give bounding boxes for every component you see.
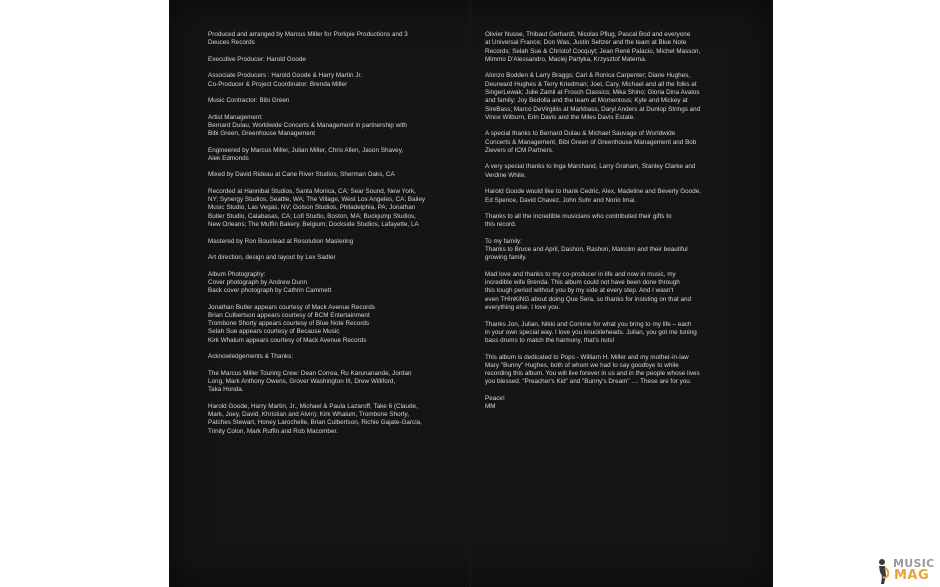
- thanks-paragraph: Alonzo Bodden & Larry Braggs; Carl & Ronica Carpenter; Diane Hughes, Deurward Hughes & Terry Kriedman; Joel, Cary, Michael and all the folks at SingerLewak; Julie Zamil at Frosch Classics; Mika Shino; Gloria Dina Avalos and family; Joy Bedolla and the team at Momentous; Kyle and Mickey at SireBass; Marco DeVirgiliis at Markbass, Daryl Anders at Dunlop Strings and Vince Wilburn, Erin Davis and the Miles Davis Estate.: [485, 72, 701, 121]
- credit-paragraph: Engineered by Marcus Miller, Julian Miller, Chris Allen, Jason Shavey, Alek Edmonds: [208, 146, 404, 162]
- credit-paragraph: Artist Management: Bernard Dulau, Worldwide Concerts & Management in partnership with Bibi Green, Greenhouse Management: [208, 113, 407, 138]
- credit-paragraph: Mastered by Ron Boustead at Resolution Mastering: [208, 237, 354, 245]
- musicmag-watermark: [873, 557, 935, 585]
- credit-paragraph: Music Contractor: Bibi Green: [208, 97, 290, 105]
- credit-paragraph: Jonathan Butler appears courtesy of Mack Avenue Records Brian Culbertson appears courtesy of BCM Entertainment Trombone Shorty appears courtesy of Blue Note Records Selah Sue appears courtesy of Because Music Kirk Whalum appears courtesy of Mack Avenue Records: [208, 303, 375, 344]
- credit-paragraph: Executive Producer: Harold Goode: [208, 55, 306, 63]
- booklet-page: [169, 0, 773, 587]
- thanks-column-right: [485, 31, 745, 420]
- acknowledgements-heading: Acknowledgements & Thanks:: [208, 353, 294, 361]
- credit-paragraph: Harold Goode, Harry Martin, Jr., Michael & Paula Lazaroff, Take 6 (Claude, Mark, Joey, David, Khristian and Alvin); Kirk Whalum, Trombone Shorty, Patches Stewart, Honey Larochelle, Brian Culbertson, Richie Gajate-Garcia, Trinity Colon, Mark Ruffin and Rob Macomber.: [208, 402, 422, 435]
- credits-column-left: [208, 31, 463, 444]
- credit-paragraph: Mixed by David Rideau at Cane River Studios, Sherman Oaks, CA: [208, 171, 395, 179]
- watermark-text-music: MUSIC: [893, 557, 935, 570]
- dedication-paragraph: This album is dedicated to Pops - William H. Miller and my mother-in-law Mary "Bunny" Hughes, both of whom we had to say goodbye to while recording this album. You will live forever in us and in the people whose lives you blessed. "Preacher's Kid" and "Bunny's Dream" .... These are for you.: [485, 353, 700, 386]
- signoff: Peace! MM: [485, 394, 505, 411]
- credit-paragraph: Art direction, design and layout by Lex Sadler: [208, 254, 336, 262]
- thanks-paragraph: Thanks to all the incredible musicians who contributed their gifts to this record.: [485, 212, 672, 229]
- thanks-paragraph: Thanks Jon, Julian, Nikki and Corinne for what you bring to my life – each in your own special way. I love you knuckleheads. Julian, you got me tuning bass drums to match the harmony, that's nuts!: [485, 320, 697, 345]
- booklet-fold: [469, 0, 471, 587]
- credit-paragraph: Recorded at Hannibal Studios, Santa Monica, CA; Sear Sound, New York, NY; Synergy Studios, Seattle, WA; The Village, West Los Angeles, CA; Bailey Music Studio, Las Vegas, NV; Golson Studios, Philadelphia, PA; Jonathan Butler Studio, Calabasas, CA; Lofi Studio, Boston, MA; Buckjump Studios, New Orleans; The Muffin Bakery, Belgium; Dockside Studios, Lafayette, LA: [208, 187, 426, 229]
- credit-paragraph: Produced and arranged by Marcus Miller for Porkpie Productions and 3 Deuces Records: [208, 31, 408, 47]
- watermark-text-mag: MAG: [894, 568, 930, 583]
- saxophone-player-icon: [873, 558, 891, 584]
- thanks-paragraph: A very special thanks to Inga Marchand, Larry Graham, Stanley Clarke and Verdine White.: [485, 163, 696, 179]
- credit-paragraph: The Marcus Miller Touring Crew: Dean Correa, Ru Karunanande, Jordan Long, Mark Anthony Owens, Grover Washington III, Drew Williford, Taka Honda.: [208, 369, 412, 394]
- thanks-paragraph: Mad love and thanks to my co-producer in life and now in music, my incredible wife Brenda. This album could not have been done through this tough period without you by my side at every step. And I wasn't even THInKiNG about doing Que Sera, so thanks for insisting on that and everything else. I love you.: [485, 270, 692, 312]
- thanks-paragraph: A special thanks to Bernard Dulau & Michael Sauvage of Worldwide Concerts & Management, Bibi Green of Greenhouse Management and Bob Zievers of ICM Partners.: [485, 130, 697, 154]
- thanks-paragraph: Olivier Nusse, Thibaut Gerhardt, Nicolas Pflug, Pascal Bod and everyone at Universal France; Don Was, Justin Seltzer and the team at Blue Note Records; Selah Sue & Christof Cocquyt; Jean René Palacio, Michel Masson, Mimmo D'Alessandro, Maciej Partyka, Krzysztof Materna.: [485, 31, 701, 63]
- credit-paragraph: Album Photography: Cover photograph by Andrew Dunn Back cover photograph by Cathrin Cammett: [208, 270, 332, 295]
- thanks-paragraph: Harold Goode would like to thank Cedric, Alex, Madeline and Beverly Goode, Ed Spence, David Chavez, John Suhr and Norio Imai.: [485, 188, 702, 204]
- credit-paragraph: Associate Producers : Harold Goode & Harry Martin Jr. Co-Producer & Project Coordinator: Brenda Miller: [208, 72, 362, 88]
- thanks-paragraph: To my family: Thanks to Bruce and April, Dashon, Rashon, Malcolm and their beautiful growing family.: [485, 237, 688, 262]
